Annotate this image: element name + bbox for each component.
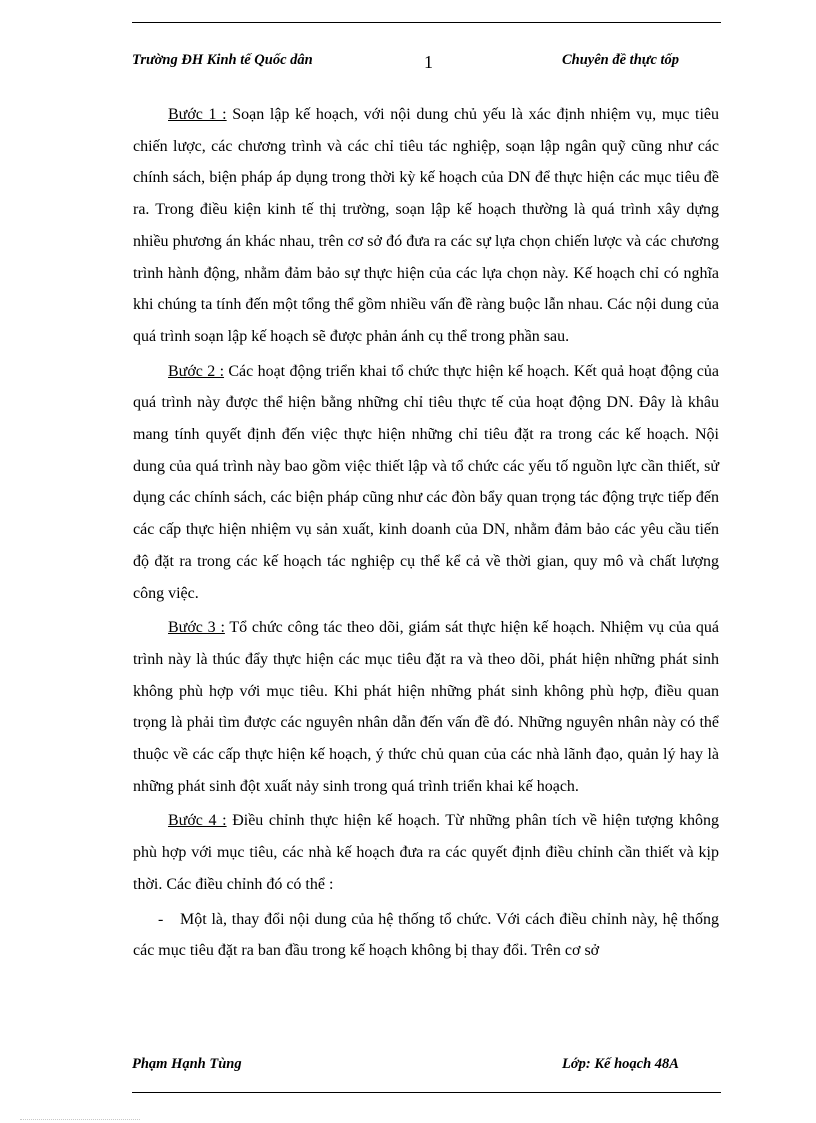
step-4-label: Bước 4 : <box>168 812 227 830</box>
step-3-text: Tổ chức công tác theo dõi, giám sát thực hiện kế hoạch. Nhiệm vụ của quá trình này là thúc đẩy thực hiện các mục tiêu đặt ra và theo dõi, phát hiện những phát sinh không phù hợp với mục tiêu. Khi phát hiện những phát sinh không phù hợp, điều quan trọng là phải tìm được các nguyên nhân dẫn đến vấn đề đó. Những nguyên nhân này có thể thuộc về các cấp thực hiện kế hoạch, ý thức chủ quan của các nhà lãnh đạo, quản lý hay là những phát sinh đột xuất nảy sinh trong quá trình triển khai kế hoạch. <box>133 619 719 795</box>
bullet-text: Một là, thay đổi nội dung của hệ thống tổ chức. Với cách điều chỉnh này, hệ thống các mục tiêu đặt ra ban đầu trong kế hoạch không bị thay đổi. Trên cơ sở <box>133 910 719 960</box>
footer-author: Phạm Hạnh Tùng <box>132 1056 242 1072</box>
paragraph-step-1 <box>133 99 719 353</box>
step-2-label: Bước 2 : <box>168 362 225 380</box>
page-edge-dots <box>20 1119 140 1120</box>
paragraph-step-2 <box>133 356 719 610</box>
bullet-item <box>133 904 719 967</box>
header-school-name: Trường ĐH Kinh tế Quốc dân <box>132 52 313 68</box>
bullet-marker: - <box>158 910 164 928</box>
step-1-text: Soạn lập kế hoạch, với nội dung chủ yếu là xác định nhiệm vụ, mục tiêu chiến lược, các chương trình và các chỉ tiêu tác nghiệp, soạn lập ngân quỹ cũng như các chính sách, biện pháp áp dụng trong thời kỳ kế hoạch của DN để thực hiện các mục tiêu đề ra. Trong điều kiện kinh tế thị trường, soạn lập kế hoạch thường là quá trình xây dựng nhiều phương án khác nhau, trên cơ sở đó đưa ra các sự lựa chọn chiến lược và các chương trình hành động, nhằm đảm bảo sự thực hiện của các lựa chọn này. Kế hoạch chỉ có nghĩa khi chúng ta tính đến một tổng thể gồm nhiều vấn đề ràng buộc lẫn nhau. Các nội dung của quá trình soạn lập kế hoạch sẽ được phản ánh cụ thể trong phần sau. <box>133 106 719 345</box>
document-body <box>133 99 719 970</box>
step-4-text: Điều chỉnh thực hiện kế hoạch. Từ những phân tích về hiện tượng không phù hợp với mục tiêu, các nhà kế hoạch đưa ra các quyết định điều chỉnh cần thiết và kịp thời. Các điều chỉnh đó có thể : <box>133 812 719 893</box>
footer-rule <box>132 1092 721 1093</box>
page-number: 1 <box>424 52 433 72</box>
step-1-label: Bước 1 : <box>168 106 227 123</box>
header-document-title: Chuyên đề thực tốp <box>562 52 680 68</box>
step-2-text: Các hoạt động triển khai tổ chức thực hiện kế hoạch. Kết quả hoạt động của quá trình này được thể hiện bằng những chỉ tiêu thực tế của hoạt động DN. Đây là khâu mang tính quyết định đến việc thực hiện những chỉ tiêu đặt ra trong các kế hoạch. Nội dung của quá trình này bao gồm việc thiết lập và tổ chức các yếu tố nguồn lực cần thiết, sử dụng các chính sách, các biện pháp cũng như các đòn bẩy quan trọng tác động trực tiếp đến các cấp thực hiện nhiệm vụ sản xuất, kinh doanh của DN, nhằm đảm bảo các yêu cầu tiến độ đặt ra trong các kế hoạch tác nghiệp cụ thể kể cả về thời gian, quy mô và chất lượng công việc. <box>133 362 719 602</box>
paragraph-step-4 <box>133 805 719 900</box>
step-3-label: Bước 3 : <box>168 619 225 637</box>
header-rule <box>132 22 721 23</box>
paragraph-step-3 <box>133 612 719 802</box>
footer-class: Lớp: Kế hoạch 48A <box>562 1056 679 1072</box>
